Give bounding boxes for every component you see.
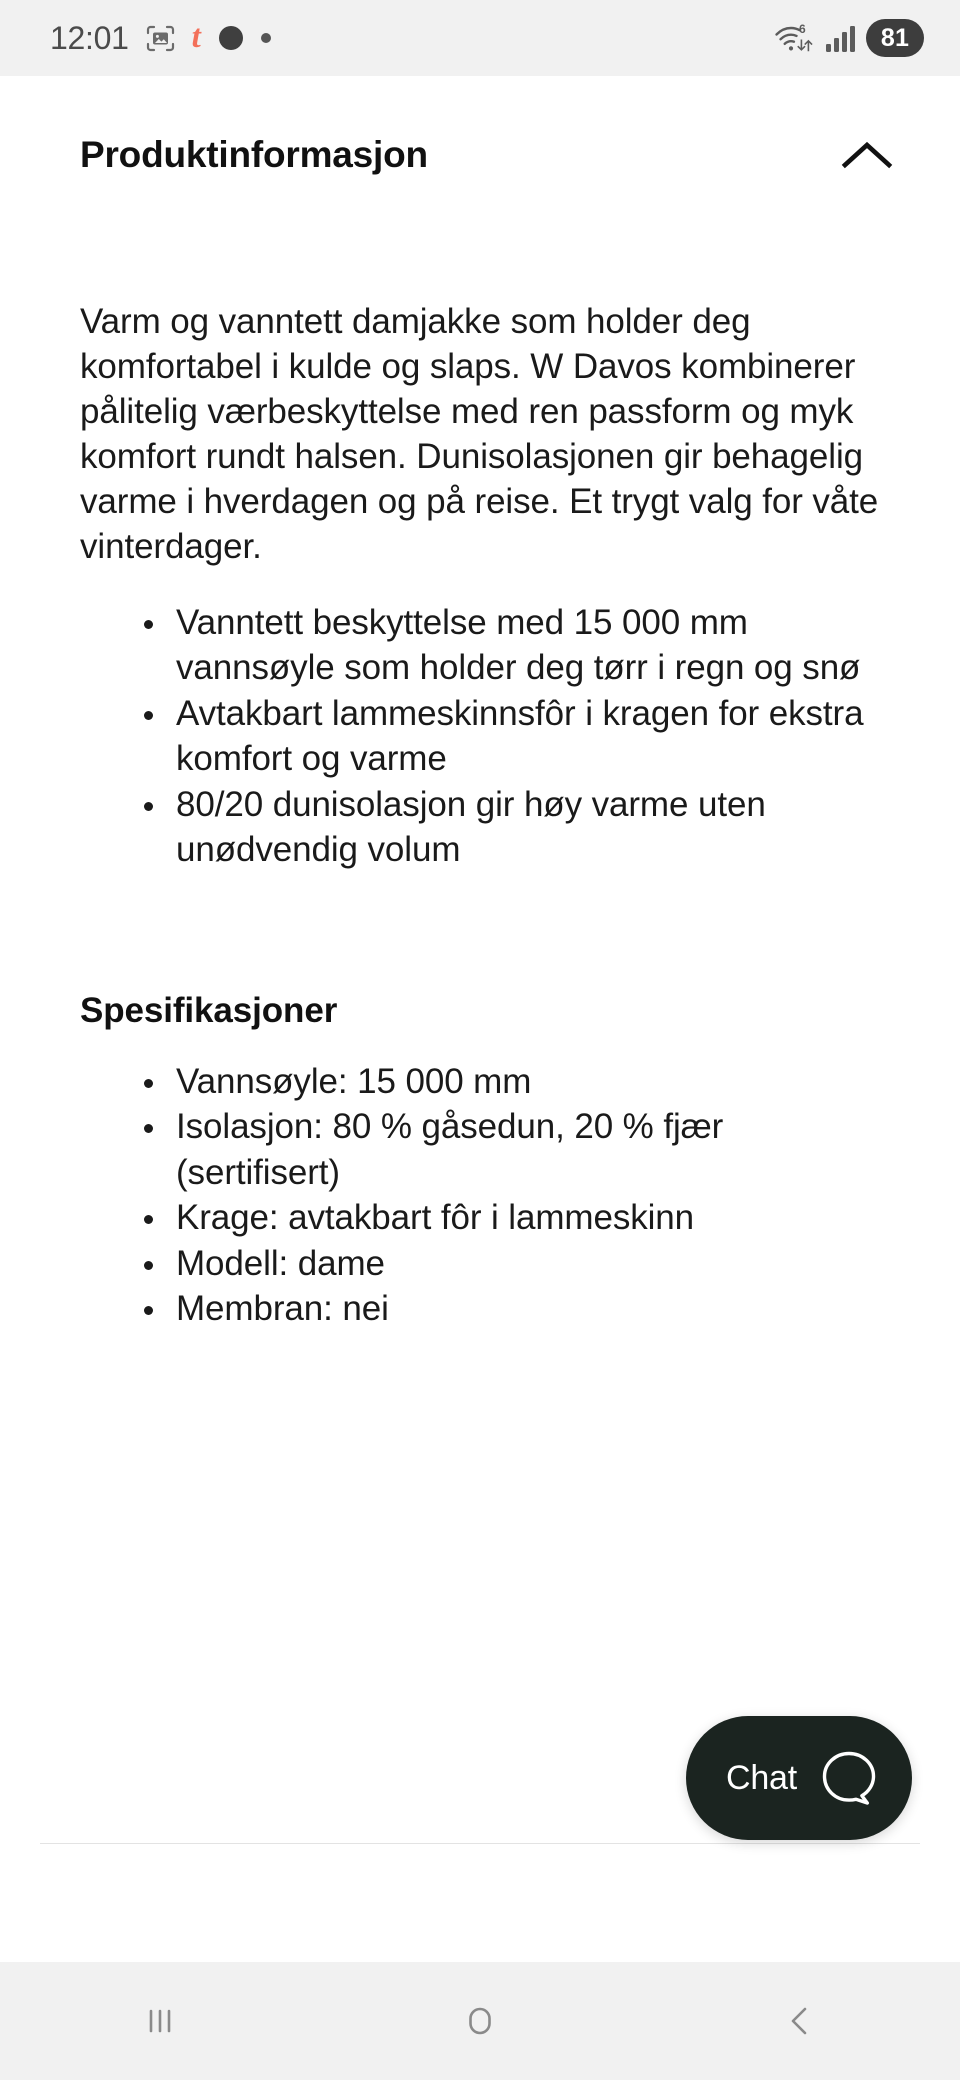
status-clock: 12:01 — [50, 20, 129, 56]
small-dot-icon — [261, 33, 271, 43]
status-bar — [0, 0, 960, 76]
photo-scan-icon — [146, 25, 175, 52]
android-navigation-bar — [0, 1962, 960, 2080]
list-item: 80/20 dunisolasjon gir høy varme uten unødvendig volum — [142, 782, 880, 873]
list-item: Isolasjon: 80 % gåsedun, 20 % fjær (sertifisert) — [142, 1104, 880, 1195]
product-description-body — [0, 300, 960, 1332]
svg-text:6: 6 — [799, 22, 806, 36]
list-item: Membran: nei — [142, 1286, 880, 1332]
list-item: Vannsøyle: 15 000 mm — [142, 1059, 880, 1105]
page-title: Produktinformasjon — [80, 134, 428, 175]
cellular-signal-icon — [825, 23, 857, 53]
chat-bubble-icon — [819, 1748, 879, 1808]
product-information-section — [0, 76, 960, 1962]
list-item: Krage: avtakbart fôr i lammeskinn — [142, 1195, 880, 1241]
list-item: Avtakbart lammeskinnsfôr i kragen for ekstra komfort og varme — [142, 691, 880, 782]
chevron-up-icon[interactable] — [832, 120, 902, 190]
feature-list — [80, 600, 880, 873]
status-bar-right — [774, 19, 924, 57]
intro-paragraph: Varm og vanntett damjakke som holder deg komfortabel i kulde og slaps. W Davos kombinerer pålitelig værbeskyttelse med ren passform og myk komfort rundt halsen. Dunisolasjonen gir behagelig varme i hverdagen og på reise. Et trygt valg for våte vinterdager. — [80, 302, 879, 566]
battery-badge: 81 — [866, 19, 924, 57]
section-divider — [40, 1843, 920, 1844]
tiktok-t-icon: t — [191, 18, 201, 55]
specifications-heading: Spesifikasjoner — [80, 990, 338, 1030]
recents-button[interactable] — [85, 1962, 235, 2080]
chat-button[interactable] — [686, 1716, 912, 1840]
wifi-6-icon — [774, 21, 816, 55]
recents-icon — [138, 1999, 182, 2043]
back-button[interactable] — [725, 1962, 875, 2080]
chat-button-label: Chat — [725, 1759, 797, 1797]
home-button[interactable] — [405, 1962, 555, 2080]
specifications-list — [80, 1059, 880, 1332]
list-item: Modell: dame — [142, 1241, 880, 1287]
back-chevron-icon — [778, 1999, 822, 2043]
half-circle-icon — [218, 25, 244, 51]
list-item: Vanntett beskyttelse med 15 000 mm vannsøyle som holder deg tørr i regn og snø — [142, 600, 880, 691]
status-bar-left — [50, 18, 271, 56]
home-icon — [458, 1999, 502, 2043]
section-header[interactable] — [0, 76, 960, 190]
